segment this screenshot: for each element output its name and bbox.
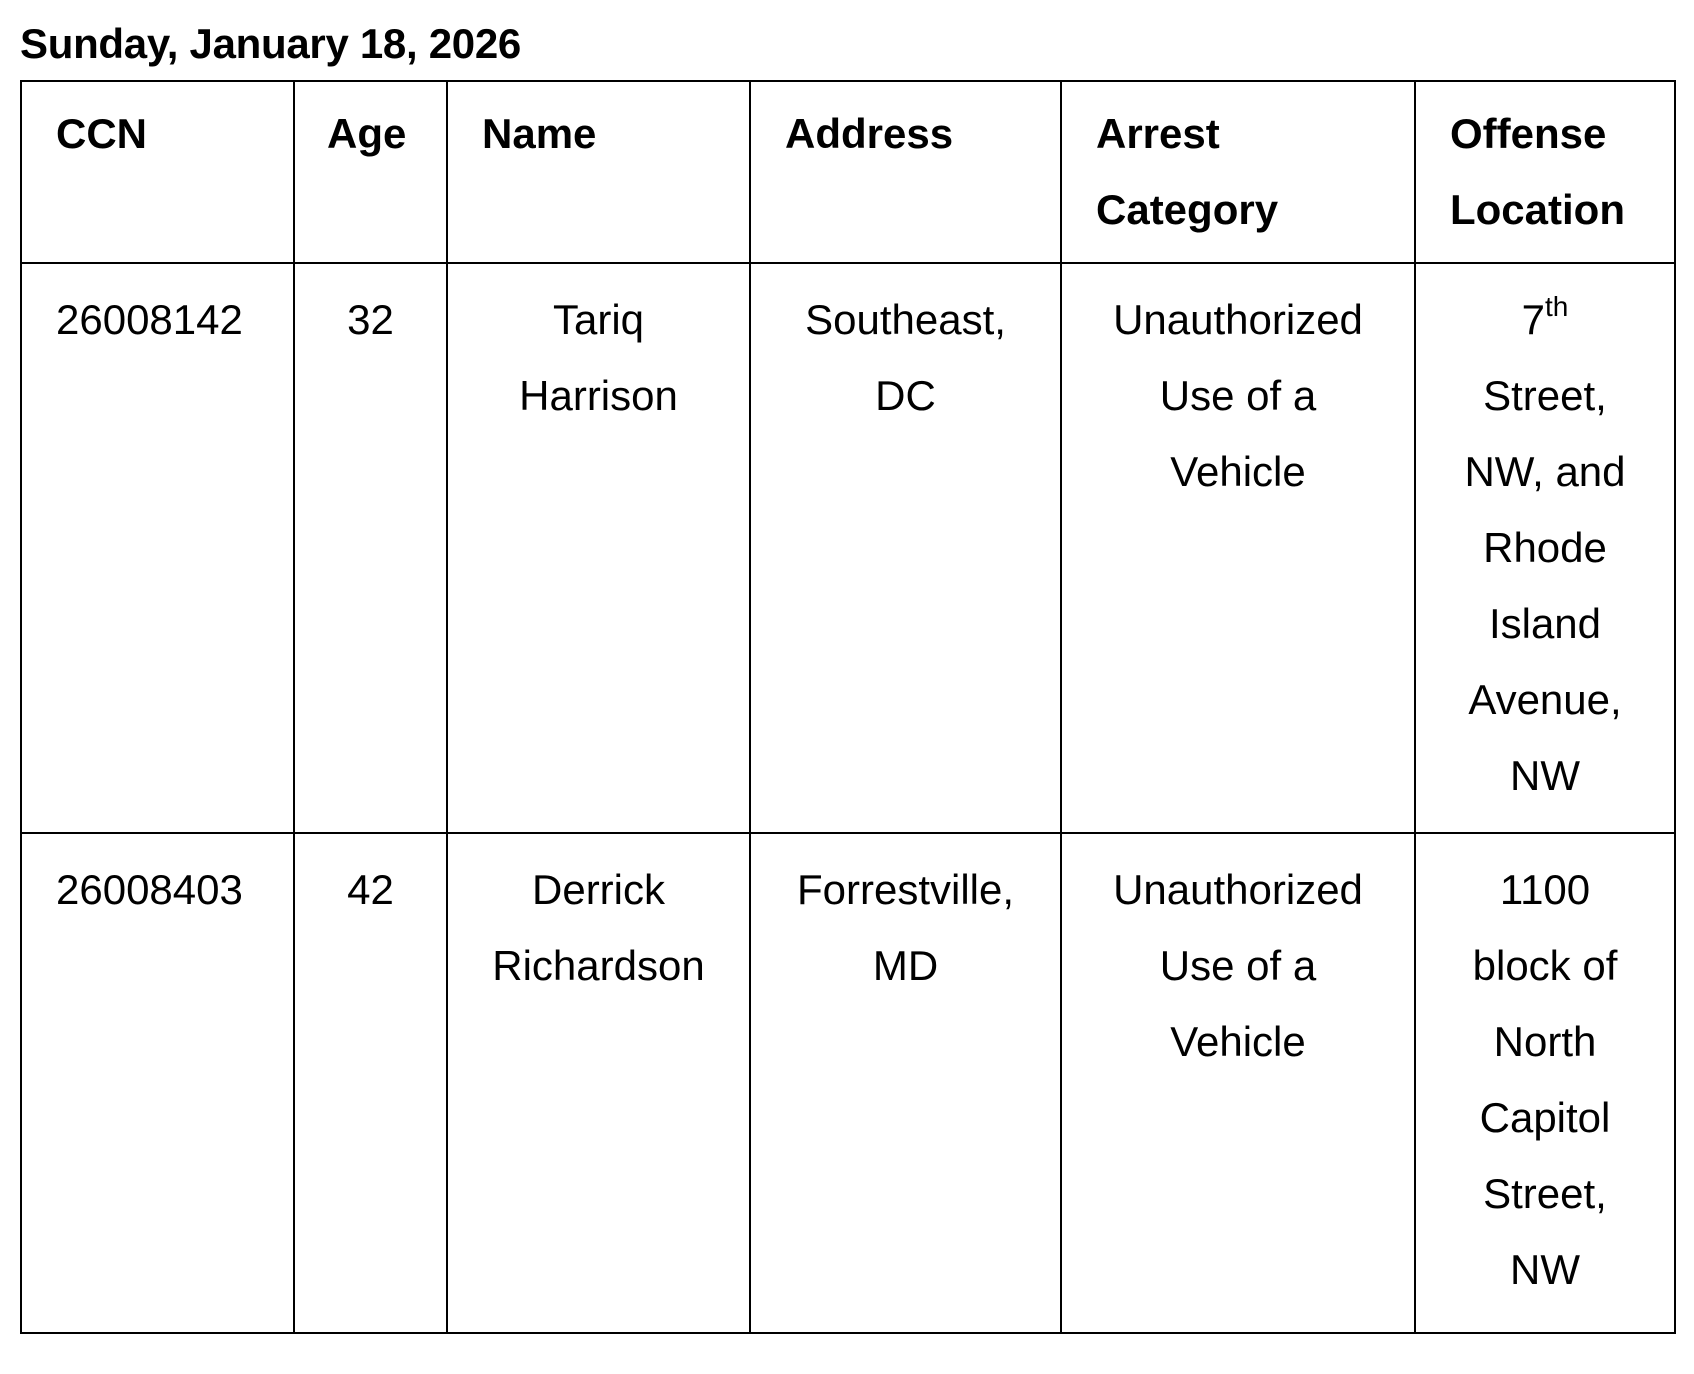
header-arrest-category-line2: Category	[1096, 186, 1279, 233]
header-address	[750, 81, 1061, 263]
offense-location-line: NW	[1510, 1246, 1580, 1293]
offense-location-line: Island	[1488, 600, 1602, 647]
arrest-category-line: Unauthorized	[1113, 296, 1363, 343]
offense-location-line: Avenue,	[1468, 676, 1622, 723]
cell-ccn	[21, 833, 294, 1333]
header-ccn	[21, 81, 294, 263]
header-age-label: Age	[327, 110, 407, 157]
offense-location-line	[1424, 282, 1666, 358]
ccn-value: 26008142	[56, 296, 243, 343]
cell-name	[447, 833, 750, 1333]
header-arrest-category-line1: Arrest	[1096, 110, 1220, 157]
header-offense-location-line1: Offense	[1450, 110, 1607, 157]
offense-location-line: 1100	[1499, 866, 1591, 913]
name-line: Tariq	[552, 296, 645, 343]
offense-location-line: NW	[1510, 752, 1580, 799]
arrest-category-line: Use of a	[1159, 942, 1317, 989]
cell-arrest-category	[1061, 263, 1415, 833]
name-line: Richardson	[492, 942, 705, 989]
name-line: Harrison	[519, 372, 678, 419]
arrest-category-line: Vehicle	[1170, 448, 1306, 495]
table-row	[21, 263, 1675, 833]
offense-location-line: block of	[1472, 942, 1618, 989]
cell-age	[294, 833, 447, 1333]
age-value: 42	[347, 866, 394, 913]
header-offense-location-line2: Location	[1450, 186, 1625, 233]
name-line: Derrick	[532, 866, 665, 913]
address-line: Forrestville,	[796, 866, 1015, 913]
age-value: 32	[347, 296, 394, 343]
arrests-table	[20, 80, 1676, 1334]
table-row	[21, 833, 1675, 1333]
cell-ccn	[21, 263, 294, 833]
header-offense-location	[1415, 81, 1675, 263]
cell-age	[294, 263, 447, 833]
header-age	[294, 81, 447, 263]
cell-arrest-category	[1061, 833, 1415, 1333]
address-line: MD	[872, 942, 939, 989]
arrest-category-line: Unauthorized	[1113, 866, 1363, 913]
offense-location-line: NW, and	[1464, 448, 1626, 495]
arrest-category-line: Use of a	[1159, 372, 1317, 419]
cell-offense-location	[1415, 833, 1675, 1333]
ordinal-suffix: th	[1545, 291, 1569, 322]
header-ccn-label: CCN	[56, 110, 147, 157]
cell-name	[447, 263, 750, 833]
arrest-category-line: Vehicle	[1170, 1018, 1306, 1065]
address-line: Southeast,	[805, 296, 1006, 343]
header-name-label: Name	[482, 110, 597, 157]
cell-address	[750, 833, 1061, 1333]
offense-location-line: Rhode	[1483, 524, 1607, 571]
offense-location-line: Street,	[1483, 1170, 1607, 1217]
cell-address	[750, 263, 1061, 833]
header-name	[447, 81, 750, 263]
cell-offense-location	[1415, 263, 1675, 833]
offense-location-line: North	[1493, 1018, 1597, 1065]
header-address-label: Address	[785, 110, 954, 157]
page-title: Sunday, January 18, 2026	[20, 20, 521, 67]
offense-location-line: Capitol	[1479, 1094, 1611, 1141]
ccn-value: 26008403	[56, 866, 243, 913]
header-arrest-category	[1061, 81, 1415, 263]
street-number: 7	[1521, 296, 1545, 343]
address-line: DC	[875, 372, 936, 419]
table-header-row	[21, 81, 1675, 263]
offense-location-line: Street,	[1483, 372, 1607, 419]
